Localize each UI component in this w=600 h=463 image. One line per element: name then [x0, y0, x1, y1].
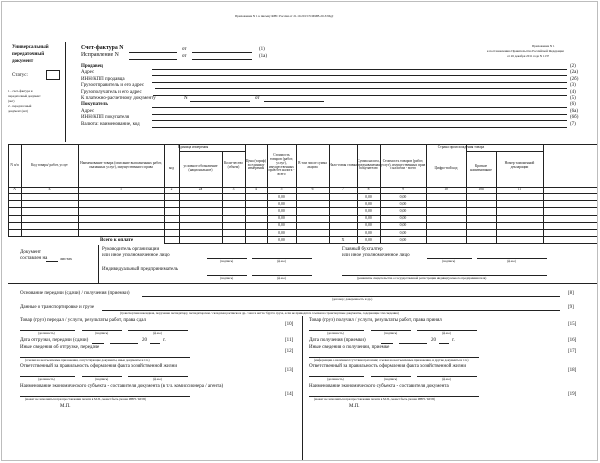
header-field-label: Покупатель: [81, 102, 109, 108]
col-header-country: Страна происхождения товара: [437, 144, 485, 149]
l-other-caption: (ссылки на неотъемлемые приложения, сопутствующие документы, иные документы и т.п.): [25, 358, 150, 363]
correction-code: (1а): [259, 54, 268, 59]
sheets-label: листах: [60, 256, 73, 262]
signature-divider: [98, 245, 99, 283]
r-stamp-place: М.П.: [349, 404, 360, 410]
l-year-line: [150, 343, 160, 344]
col-header-unit-name: условное обозначение (национальное): [183, 164, 218, 172]
table-cell-value: 0,00: [365, 230, 372, 235]
invoice-date-line: [192, 52, 252, 53]
invoice-label: Счет-фактура N: [81, 45, 124, 51]
header-field-code: (3): [570, 83, 576, 89]
l-date-num: [11]: [285, 338, 294, 344]
r-handed-label: Товар (груз) получил / услуги, результаты работ, права принял: [309, 318, 442, 324]
col-header-country-name: Краткое наименование: [470, 164, 492, 172]
status-note-5: документ (акт): [8, 109, 29, 113]
col-header-country-code: Цифро-вой код: [434, 166, 458, 171]
table-cell-value: 0,00: [365, 216, 372, 221]
sign-caption: (подпись): [220, 259, 234, 264]
col-header-customs: Номер таможенной декларации: [504, 160, 535, 169]
r-year-line: [439, 343, 449, 344]
left-divider: [65, 42, 66, 142]
r-other-label: Иные сведения о получении, приемке: [309, 345, 390, 351]
header-field-label: Адрес: [81, 70, 95, 76]
col-index: 10: [444, 187, 448, 192]
header-field-label: Продавец: [81, 64, 103, 69]
col-index: 5: [280, 187, 283, 192]
r-other-num: [17]: [568, 349, 577, 355]
col-header-rate: Нало-говая ставка: [329, 162, 357, 167]
col-header-price: Цена (тариф) за единицу измерения: [245, 158, 267, 171]
status-box[interactable]: [46, 70, 60, 80]
invoice-number-line: [129, 52, 177, 53]
col-header-cost-no-tax: Стоимость товаров (работ, услуг), имущественных прав без налога - всего: [268, 153, 295, 177]
col-index: 4: [255, 187, 257, 192]
l-year-prefix: 20: [142, 338, 147, 344]
header-field-line: [177, 82, 567, 83]
table-row-border: [8, 236, 598, 237]
total-cost-no-tax: 0,00: [278, 237, 285, 242]
table-cell-value: 0,00: [278, 223, 285, 228]
transfer-basis-label: Основание передачи (сдачи) / получения (приемки): [20, 291, 130, 297]
total-label: Всего к оплате: [100, 237, 134, 243]
col-header-excise: В том числе сумма акциза: [298, 160, 327, 169]
r-entity-num: [19]: [568, 392, 577, 398]
header-field-line: [177, 69, 567, 70]
r-entity-caption: (может не заполняться при проставлении печати в М.П., может быть указан ИНН / КПП): [314, 397, 435, 402]
r-year-prefix: 20: [431, 338, 436, 344]
col-header-unit-code: код: [168, 166, 175, 171]
r-sign-caption: (подпись): [384, 331, 398, 336]
table-row-border: [8, 207, 598, 208]
total-rate: X: [341, 236, 345, 242]
table-row-border: [8, 215, 598, 216]
col-header-qty: Коли-чество (объем): [223, 160, 243, 169]
header-field-label: ИНН/КПП покупателя: [81, 115, 130, 121]
l-other-label: Иные сведения об отгрузке, передаче: [20, 345, 100, 351]
invoice-from: от: [182, 47, 187, 52]
correction-from: от: [182, 54, 187, 59]
header-field-code: (6а): [570, 108, 579, 114]
table-cell-value: 0,00: [278, 216, 285, 221]
r-sign-caption: (подпись): [384, 377, 398, 382]
total-cost-with-tax: 0,00: [399, 237, 407, 242]
r-date-num: [16]: [568, 338, 577, 344]
r-pos-caption: (должность): [327, 377, 344, 382]
invoice-code: (1): [259, 47, 265, 52]
table-cell-value: 0,00: [365, 194, 372, 199]
payment-doc-from: от: [255, 96, 260, 101]
l-day-line: [92, 343, 104, 344]
header-field-line: [177, 127, 567, 128]
l-fio-caption: (ф.и.о): [153, 377, 163, 382]
upd-form: [1, 1, 598, 461]
l-stamp-place: М.П.: [60, 404, 71, 410]
requisites-caption: (реквизиты свидетельства о государственной регистрации индивидуального предпринимателя): [357, 276, 487, 281]
table-total-border: [164, 243, 598, 244]
header-field-line: [177, 114, 567, 115]
l-date-label: Дата отгрузки, передачи (сдачи): [20, 338, 89, 344]
header-field-label: Грузополучатель и его адрес: [81, 89, 142, 95]
appendix-decree: к постановлению Правительства Российской Федерации: [487, 49, 564, 53]
l-other-num: [12]: [285, 349, 294, 355]
col-index: 6: [311, 187, 314, 192]
fio-caption: (ф.и.о): [277, 276, 287, 281]
entrepreneur-label: Индивидуальный предприниматель: [102, 267, 178, 273]
appendix-label: Приложение N 1: [532, 44, 555, 48]
header-field-line: [177, 75, 567, 76]
col-index: 10а: [478, 187, 484, 192]
header-field-line: [177, 107, 567, 108]
header-field-code: (2): [570, 64, 576, 69]
status-note-1: 1 - счет-фактура и: [8, 89, 33, 93]
header-field-label: К платежно-расчетному документу: [81, 96, 156, 101]
col-index: 9: [402, 187, 404, 192]
r-fio-caption: (ф.и.о): [442, 377, 452, 382]
l-entity-num: [14]: [285, 392, 294, 398]
table-cell-value: 0,00: [399, 194, 407, 199]
l-entity-label: Наименование экономического субъекта - составителя документа (в т.ч. комиссионера / агента): [20, 384, 224, 390]
col-index: 11: [517, 187, 522, 192]
table-row-border: [8, 222, 598, 223]
table-cell-value: 0,00: [365, 223, 372, 228]
l-fio-caption: (ф.и.о): [153, 331, 163, 336]
sheets-count-line: [46, 261, 58, 262]
head-org-label: или иное уполномоченное лицо: [102, 253, 170, 259]
header-field-code: (7): [570, 121, 576, 127]
r-resp-num: [18]: [568, 368, 577, 374]
r-handed-num: [15]: [568, 322, 577, 328]
transport-caption: (транспортная накладная, поручение экспедитору, экспедиторская / складская расписка и др. / масса нетто/ брутто груза, если не приводятся ссылки на транспортные документы, содержащие эти сведения): [120, 311, 399, 316]
doc-title-2: передаточный: [12, 52, 45, 57]
correction-date-line: [192, 59, 252, 60]
payment-doc-n: N: [184, 96, 188, 101]
header-field-line: [177, 88, 567, 89]
col-index: 7: [342, 187, 344, 192]
doc-compiled-label: Документ: [20, 250, 41, 256]
transfer-column-divider: [302, 316, 303, 461]
l-entity-caption: (может не заполняться при проставлении печати в М.П., может быть указан ИНН / КПП): [25, 397, 146, 402]
header-field-label: Адрес: [81, 108, 95, 114]
chief-acc-label: или иное уполномоченное лицо: [342, 253, 410, 259]
r-entity-label: Наименование экономического субъекта - составителя документа: [309, 384, 449, 390]
r-fio-caption: (ф.и.о): [442, 331, 452, 336]
r-resp-label: Ответственный за правильность оформления факта хозяйственной жизни: [309, 364, 467, 370]
r-year-suffix: г.: [452, 338, 455, 344]
table-cell-value: 0,00: [365, 208, 372, 213]
header-field-code: (4): [570, 89, 576, 95]
header-field-code: (2б): [570, 76, 579, 82]
col-index: 8: [367, 187, 370, 192]
status-note-2: передаточный документ: [8, 94, 41, 98]
sign-caption: (подпись): [442, 259, 456, 264]
table-cell-value: 0,00: [278, 194, 285, 199]
r-pos-caption: (должность): [327, 331, 344, 336]
col-index: 1: [120, 187, 122, 192]
r-date-label: Дата получения (приемки): [309, 338, 366, 344]
doc-compiled-label: составлен на: [20, 256, 48, 262]
header-field-line: [177, 120, 567, 121]
l-pos-caption: (должность): [38, 331, 55, 336]
header-field-label: Грузоотправитель и его адрес: [81, 83, 145, 89]
appendix-date: от 26 декабря 2011 года N 1137: [507, 54, 550, 58]
table-cell-value: 0,00: [399, 223, 407, 228]
l-year-suffix: г.: [163, 338, 166, 344]
l-handed-label: Товар (груз) передал / услуги, результаты работ, права сдал: [20, 318, 146, 324]
table-cell-value: 0,00: [278, 208, 285, 213]
col-index: Б: [48, 187, 51, 192]
l-pos-caption: (должность): [38, 377, 55, 382]
col-index: 3: [232, 187, 235, 192]
col-header-cost-with-tax: Стоимость товаров (работ, услуг), имущественных прав с налогом - всего: [380, 158, 426, 171]
chief-acc-label: Главный бухгалтер: [342, 247, 383, 253]
table-row-border: [8, 200, 598, 201]
r-month-line: [399, 343, 427, 344]
col-index: 2: [170, 187, 173, 192]
col-header-code: Код товара/ работ, услуг: [30, 162, 68, 167]
doc-title-3: документ: [12, 59, 34, 64]
table-cell-value: 0,00: [278, 230, 285, 235]
col-header-num: N п/п: [10, 162, 19, 167]
head-org-label: Руководитель организации: [102, 247, 160, 253]
correction-label: Исправление N: [81, 52, 119, 58]
table-cell-value: 0,00: [399, 216, 407, 221]
table-column-border: [543, 144, 544, 243]
l-sign-caption: (подпись): [95, 377, 109, 382]
status-label: Статус:: [12, 73, 28, 78]
doc-title-1: Универсальный: [12, 45, 49, 50]
top-note: Приложение N 1 к письму ФНС России от 21.10.2013 N ММВ-20-3/96@: [235, 14, 334, 18]
table-cell-value: 0,00: [399, 230, 407, 235]
table-index-border: [8, 193, 598, 194]
status-note-3: (акт): [8, 99, 15, 103]
header-field-code: (6б): [570, 115, 579, 121]
payment-doc-number-line: [190, 101, 250, 102]
col-index: 2а: [198, 187, 203, 192]
transport-label: Данные о транспортировке и грузе: [20, 305, 95, 311]
transport-num: [9]: [568, 305, 574, 311]
l-sign-caption: (подпись): [95, 331, 109, 336]
transfer-basis-num: [8]: [568, 291, 574, 297]
l-handed-num: [10]: [285, 322, 294, 328]
col-header-tax-sum: Сумма налога, предъявляемая покупателю: [357, 158, 380, 171]
transfer-basis-caption: (договор; доверенность и др.): [332, 297, 373, 302]
fio-caption: (ф.и.о): [507, 259, 517, 264]
l-resp-num: [13]: [285, 368, 294, 374]
l-month-line: [110, 343, 138, 344]
correction-number-line: [129, 59, 177, 60]
table-row-border: [8, 229, 598, 230]
table-cell-value: 0,00: [399, 208, 407, 213]
r-other-caption: (информация о наличии/отсутствии претензии; ссылки на неотъемлемые приложения, и другие документы и т.п.): [314, 358, 469, 363]
sign-caption: (подпись): [220, 276, 234, 281]
signature-section-border: [8, 283, 598, 284]
r-day-line: [381, 343, 393, 344]
col-header-name: Наименование товара (описание выполненных работ, оказанных услуг), имущественного права: [80, 160, 162, 169]
col-header-unit: Единица измерения: [177, 144, 209, 149]
header-field-code: (5): [570, 96, 576, 101]
header-field-code: (2а): [570, 70, 579, 76]
header-field-code: (6): [570, 102, 576, 108]
col-index: А: [13, 187, 16, 192]
header-field-line: [177, 95, 567, 96]
header-field-label: ИНН/КПП продавца: [81, 76, 125, 82]
header-field-label: Валюта: наименование, код: [81, 121, 140, 127]
total-tax-sum: 0,00: [365, 237, 372, 242]
table-cell-value: 0,00: [278, 201, 285, 206]
fio-caption: (ф.и.о): [277, 259, 287, 264]
l-resp-label: Ответственный за правильность оформления факта хозяйственной жизни: [20, 364, 178, 370]
table-cell-value: 0,00: [365, 201, 372, 206]
table-cell-value: 0,00: [399, 201, 407, 206]
payment-doc-date-line: [264, 101, 324, 102]
status-note-4: 2 - передаточный: [8, 104, 32, 108]
